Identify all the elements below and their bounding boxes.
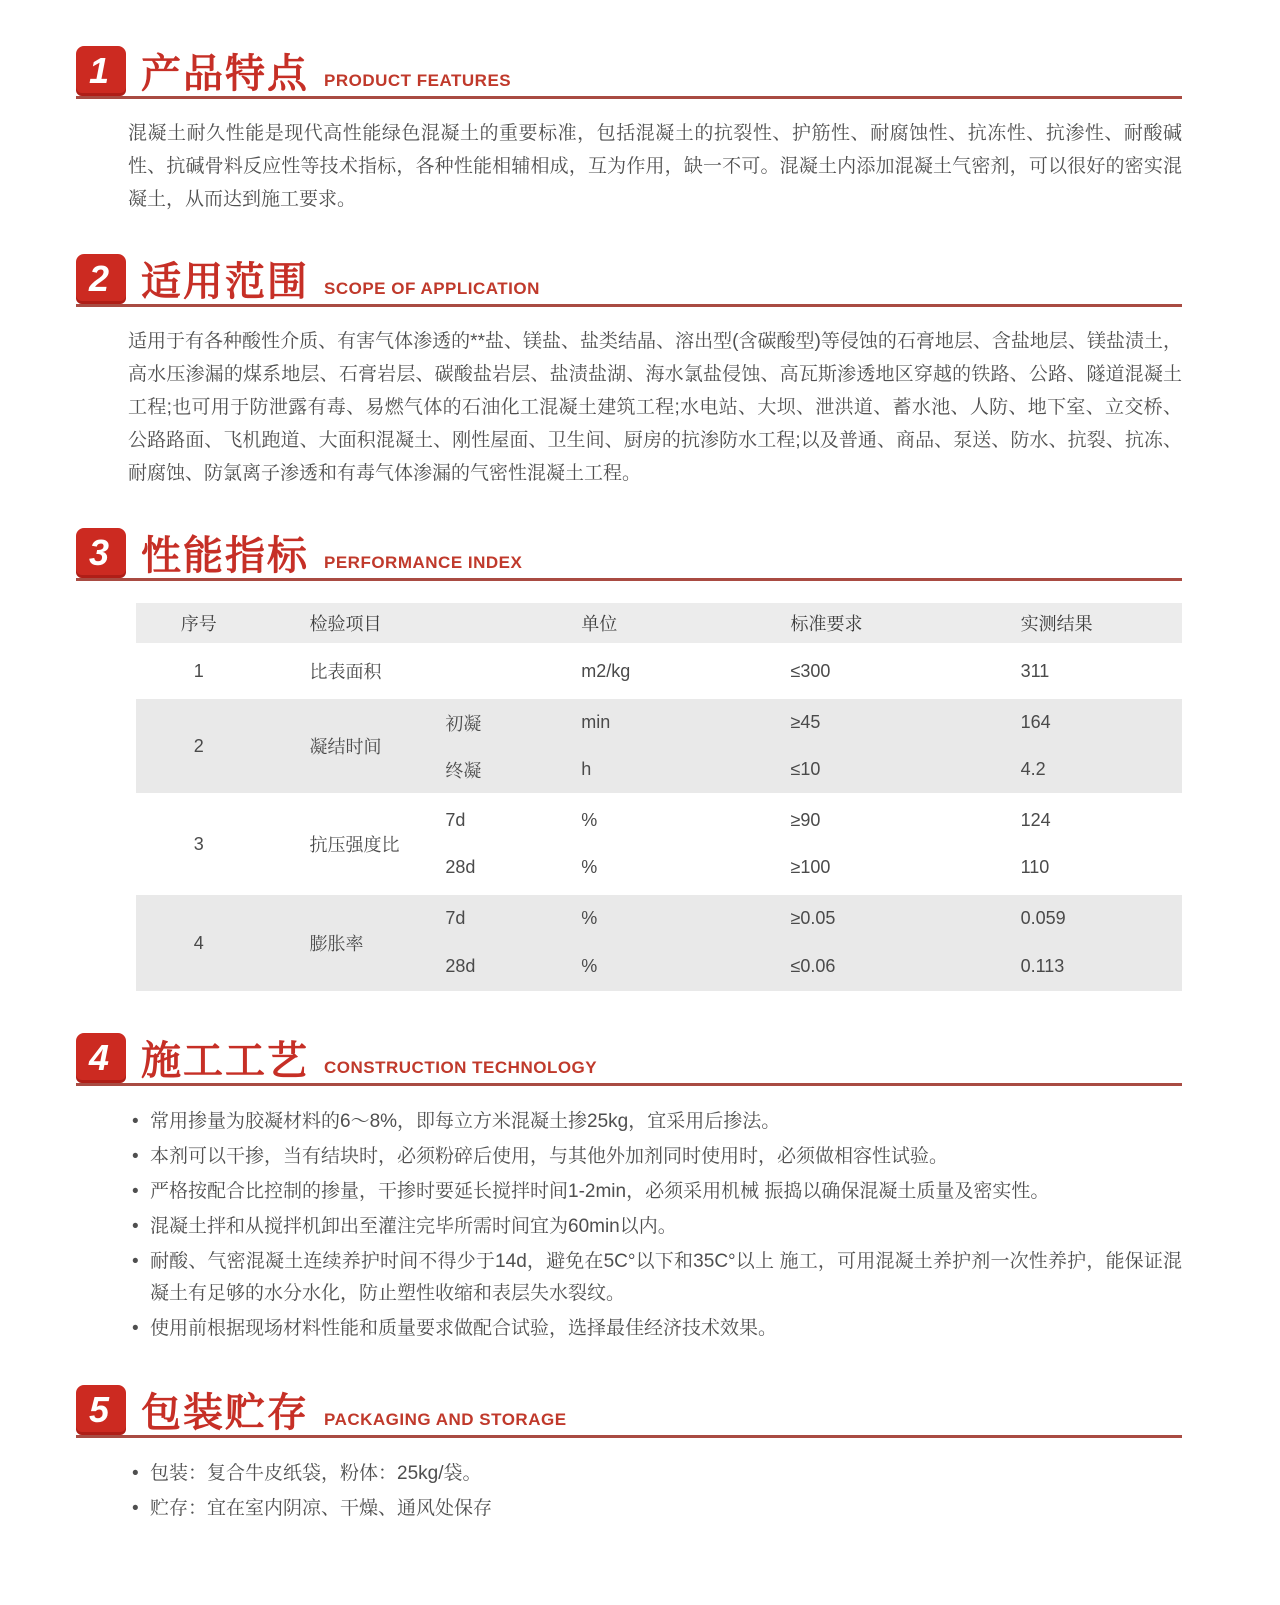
col-header-no: 序号	[136, 603, 262, 645]
cell-result: 4.2	[1020, 759, 1046, 780]
table-row	[136, 893, 1182, 942]
cell-unit: %	[575, 893, 784, 942]
packaging-bullet-list	[130, 1458, 1182, 1525]
cell-standard: ≥45	[784, 697, 1014, 746]
bullet-item: • 耐酸、气密混凝土连续养护时间不得少于14d，避免在5C°以下和35C°以上 施工，可用混凝土养护剂一次性养护，能保证混凝土有足够的水分水化，防止塑性收缩和表层失水裂纹。	[130, 1246, 1182, 1310]
section-header	[76, 1033, 1182, 1086]
cell-unit: %	[581, 956, 598, 977]
cell-unit: %	[575, 795, 784, 844]
cell-unit: h	[581, 759, 592, 780]
table-row	[136, 795, 1182, 844]
cell-standard: ≥0.05	[784, 893, 1014, 942]
section-title: 施工工艺	[141, 1039, 309, 1084]
section-title: 产品特点	[141, 52, 309, 96]
table-header-row	[136, 603, 1182, 645]
section-number: 3	[88, 532, 110, 574]
performance-table	[136, 603, 1182, 991]
cell-unit: m2/kg	[575, 645, 784, 697]
cell-standard: ≤10	[790, 759, 821, 780]
section-paragraph: 混凝土耐久性能是现代高性能绿色混凝土的重要标准，包括混凝土的抗裂性、护筋性、耐腐蚀性、抗冻性、抗渗性、耐酸碱性、抗碱骨料反应性等技术指标，各种性能相辅相成，互为作用，缺一不可。混凝土内添加混凝土气密剂，可以很好的密实混凝土，从而达到施工要求。	[128, 123, 1182, 211]
cell-no: 2	[136, 697, 262, 795]
section-subtitle: PERFORMANCE INDEX	[324, 553, 523, 573]
section-number: 1	[88, 50, 110, 91]
cell-subitem: 28d	[445, 857, 476, 878]
section-title: 适用范围	[141, 260, 309, 305]
section-product-features	[76, 46, 1182, 216]
col-header-result: 实测结果	[1015, 603, 1182, 645]
section-number: 5	[88, 1388, 110, 1430]
section-header	[76, 528, 1182, 581]
cell-result: 164	[1015, 697, 1182, 746]
cell-item: 抗压强度比	[262, 795, 440, 893]
cell-result: 124	[1015, 795, 1182, 844]
cell-subitem: 初凝	[439, 697, 575, 746]
section-number-badge	[76, 254, 126, 304]
section-header	[76, 1385, 1182, 1438]
cell-subitem: 终凝	[445, 760, 482, 781]
cell-no: 1	[136, 645, 262, 697]
cell-item: 比表面积	[262, 645, 576, 697]
section-performance-index	[76, 528, 1182, 991]
section-scope-of-application	[76, 254, 1182, 490]
col-header-item: 检验项目	[262, 603, 576, 645]
cell-result: 0.059	[1015, 893, 1182, 942]
cell-no: 3	[136, 795, 262, 893]
section-subtitle: PACKAGING AND STORAGE	[324, 1409, 567, 1429]
cell-subitem: 7d	[439, 893, 575, 942]
cell-item: 凝结时间	[262, 697, 440, 795]
cell-result: 0.113	[1020, 956, 1065, 977]
cell-result: 110	[1020, 857, 1050, 878]
section-number-badge	[76, 46, 126, 96]
cell-standard: ≤0.06	[790, 956, 836, 977]
cell-no: 4	[136, 893, 262, 991]
section-number-badge	[76, 1385, 126, 1435]
section-number-badge	[76, 1033, 126, 1083]
bullet-item: • 混凝土拌和从搅拌机卸出至灌注完毕所需时间宜为60min以内。	[130, 1211, 1182, 1243]
bullet-item: • 严格按配合比控制的掺量，干掺时要延长搅拌时间1-2min，必须采用机械 振捣以确保混凝土质量及密实性。	[130, 1176, 1182, 1208]
bullet-item: • 贮存：宜在室内阴凉、干燥、通风处保存	[130, 1493, 1182, 1525]
section-number: 2	[88, 258, 110, 300]
cell-subitem: 28d	[445, 956, 476, 977]
bullet-item: • 常用掺量为胶凝材料的6～8%，即每立方米混凝土掺25kg，宜采用后掺法。	[130, 1106, 1182, 1138]
section-header	[76, 254, 1182, 307]
section-subtitle: SCOPE OF APPLICATION	[324, 279, 540, 299]
col-header-standard: 标准要求	[784, 603, 1014, 645]
section-number-badge	[76, 528, 126, 578]
cell-standard: ≤300	[784, 645, 1014, 697]
bullet-item: • 使用前根据现场材料性能和质量要求做配合试验，选择最佳经济技术效果。	[130, 1313, 1182, 1345]
cell-unit: min	[575, 697, 784, 746]
cell-unit: %	[581, 857, 598, 878]
table-row	[136, 697, 1182, 746]
cell-subitem: 7d	[439, 795, 575, 844]
section-title: 性能指标	[141, 534, 309, 579]
section-packaging-storage	[76, 1385, 1182, 1525]
section-number: 4	[88, 1037, 110, 1079]
section-subtitle: CONSTRUCTION TECHNOLOGY	[324, 1058, 598, 1078]
construction-bullet-list	[130, 1106, 1182, 1344]
section-paragraph: 适用于有各种酸性介质、有害气体渗透的**盐、镁盐、盐类结晶、溶出型(含碳酸型)等侵蚀的石膏地层、含盐地层、镁盐渍土，高水压渗漏的煤系地层、石膏岩层、碳酸盐岩层、盐渍盐湖、海水氯盐侵蚀、高瓦斯渗透地区穿越的铁路、公路、隧道混凝土工程;也可用于防泄露有毒、易燃气体的石油化工混凝土建筑工程;水电站、大坝、泄洪道、蓄水池、人防、地下室、立交桥、公路路面、飞机跑道、大面积混凝土、刚性屋面、卫生间、厨房的抗渗防水工程;以及普通、商品、泵送、防水、抗裂、抗冻、耐腐蚀、防氯离子渗透和有毒气体渗漏的气密性混凝土工程。	[128, 331, 1182, 485]
table-row	[136, 645, 1182, 697]
section-subtitle: PRODUCT FEATURES	[324, 71, 512, 90]
cell-result: 311	[1015, 645, 1182, 697]
section-header	[76, 46, 1182, 99]
section-construction-technology	[76, 1033, 1182, 1344]
bullet-item: • 本剂可以干掺，当有结块时，必须粉碎后使用，与其他外加剂同时使用时，必须做相容性试验。	[130, 1141, 1182, 1173]
cell-standard: ≥100	[790, 857, 831, 878]
cell-standard: ≥90	[784, 795, 1014, 844]
section-title: 包装贮存	[141, 1390, 309, 1435]
cell-item: 膨胀率	[262, 893, 440, 991]
col-header-unit: 单位	[575, 603, 784, 645]
bullet-item: • 包装：复合牛皮纸袋，粉体：25kg/袋。	[130, 1458, 1182, 1490]
